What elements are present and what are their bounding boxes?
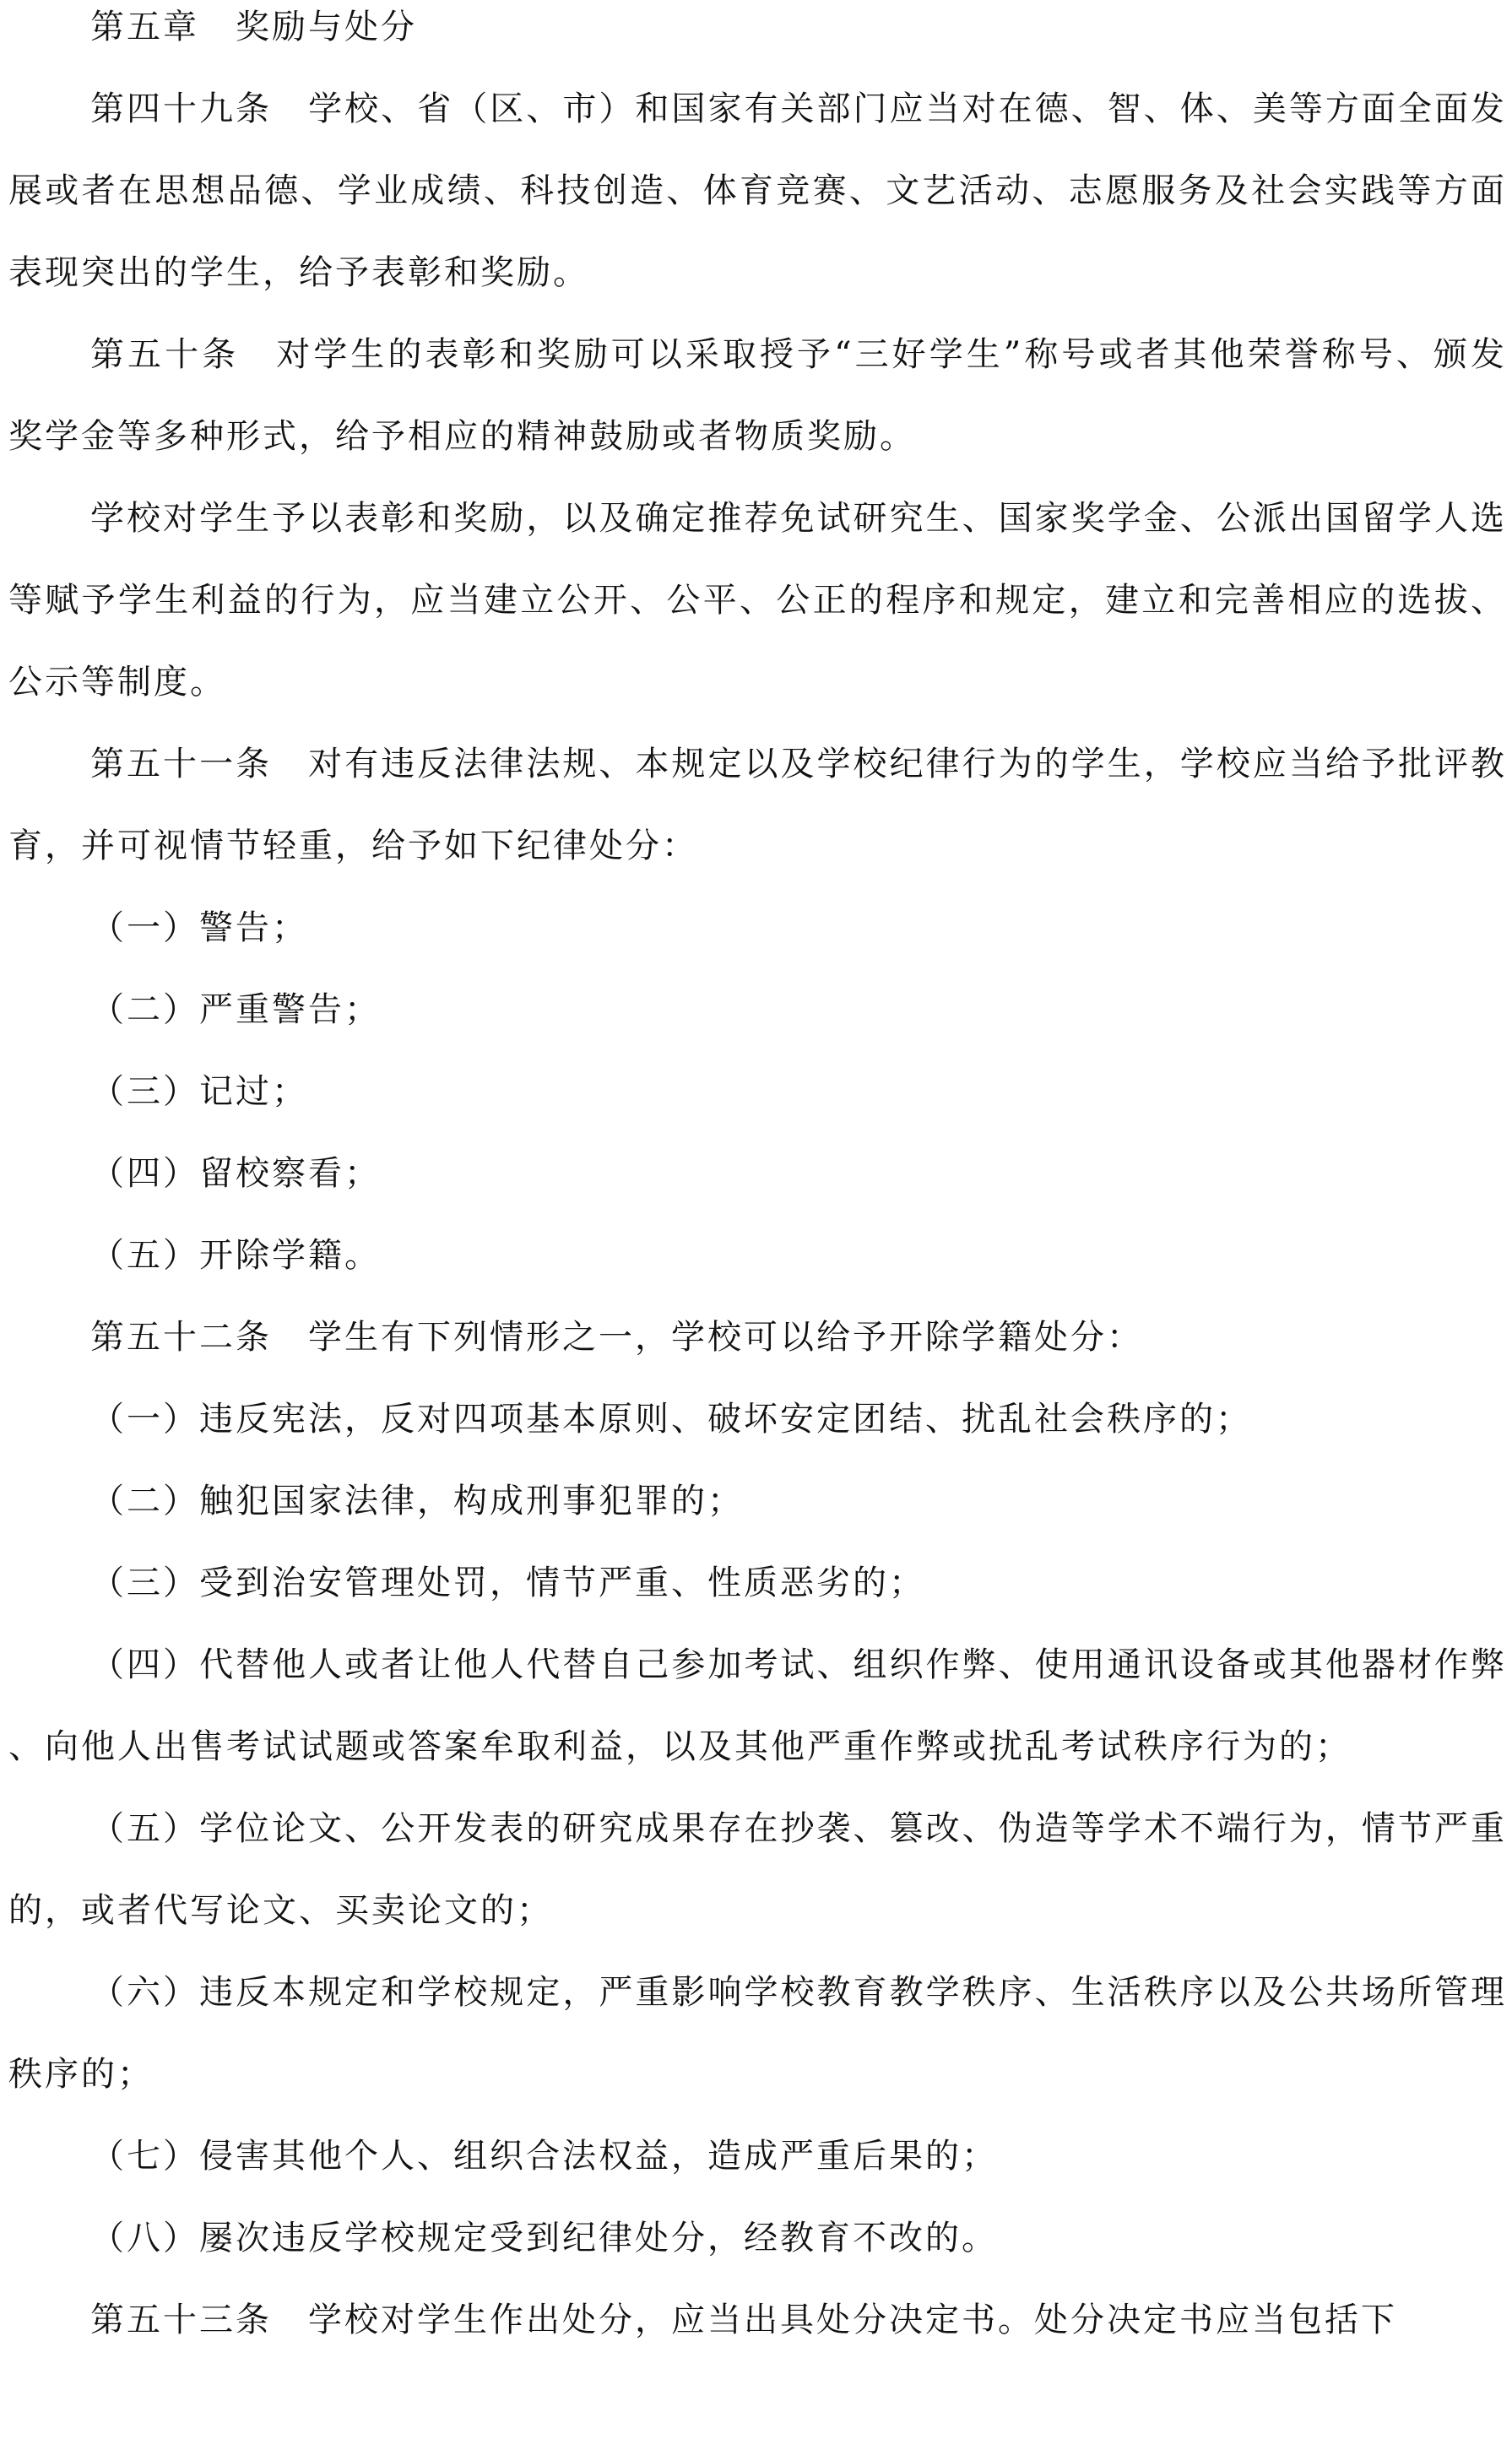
article-51-item-1: （一）警告；	[90, 908, 308, 947]
chapter-title: 第五章 奖励与处分	[90, 8, 417, 46]
article-52-item-3: （三）受到治安管理处罚，情节严重、性质恶劣的；	[90, 1564, 925, 1602]
article-52-item-8: （八）屡次违反学校规定受到纪律处分，经教育不改的。	[90, 2219, 998, 2257]
article-53: 第五十三条 学校对学生作出处分，应当出具处分决定书。处分决定书应当包括下	[90, 2301, 1397, 2339]
article-50: 第五十条 对学生的表彰和奖励可以采取授予“三好学生”称号或者其他荣誉称号、颁发奖学金等多种形式，给予相应的精神鼓励或者物质奖励。	[8, 335, 1507, 456]
article-51-item-2: （二）严重警告；	[90, 990, 381, 1029]
article-52-item-2: （二）触犯国家法律，构成刑事犯罪的；	[90, 1482, 744, 1520]
article-51-item-4: （四）留校察看；	[90, 1154, 381, 1193]
article-52-item-7: （七）侵害其他个人、组织合法权益，造成严重后果的；	[90, 2137, 998, 2176]
article-51-item-5: （五）开除学籍。	[90, 1236, 381, 1275]
article-52-item-4: （四）代替他人或者让他人代替自己参加考试、组织作弊、使用通讯设备或其他器材作弊、向他人出售考试试题或答案牟取利益，以及其他严重作弊或扰乱考试秩序行为的；	[8, 1645, 1507, 1766]
article-52-item-1: （一）违反宪法，反对四项基本原则、破坏安定团结、扰乱社会秩序的；	[90, 1400, 1252, 1439]
article-49: 第四十九条 学校、省（区、市）和国家有关部门应当对在德、智、体、美等方面全面发展或者在思想品德、学业成绩、科技创造、体育竞赛、文艺活动、志愿服务及社会实践等方面表现突出的学生，给予表彰和奖励。	[8, 89, 1507, 292]
article-52-item-5: （五）学位论文、公开发表的研究成果存在抄袭、篡改、伪造等学术不端行为，情节严重的，或者代写论文、买卖论文的；	[8, 1809, 1507, 1930]
article-51-item-3: （三）记过；	[90, 1072, 308, 1111]
article-52-item-6: （六）违反本规定和学校规定，严重影响学校教育教学秩序、生活秩序以及公共场所管理秩序的；	[8, 1973, 1507, 2094]
article-50-paragraph-2: 学校对学生予以表彰和奖励，以及确定推荐免试研究生、国家奖学金、公派出国留学人选等赋予学生利益的行为，应当建立公开、公平、公正的程序和规定，建立和完善相应的选拔、公示等制度。	[8, 499, 1507, 702]
article-51: 第五十一条 对有违反法律法规、本规定以及学校纪律行为的学生，学校应当给予批评教育，并可视情节轻重，给予如下纪律处分：	[8, 745, 1507, 865]
article-52: 第五十二条 学生有下列情形之一，学校可以给予开除学籍处分：	[90, 1318, 1143, 1357]
